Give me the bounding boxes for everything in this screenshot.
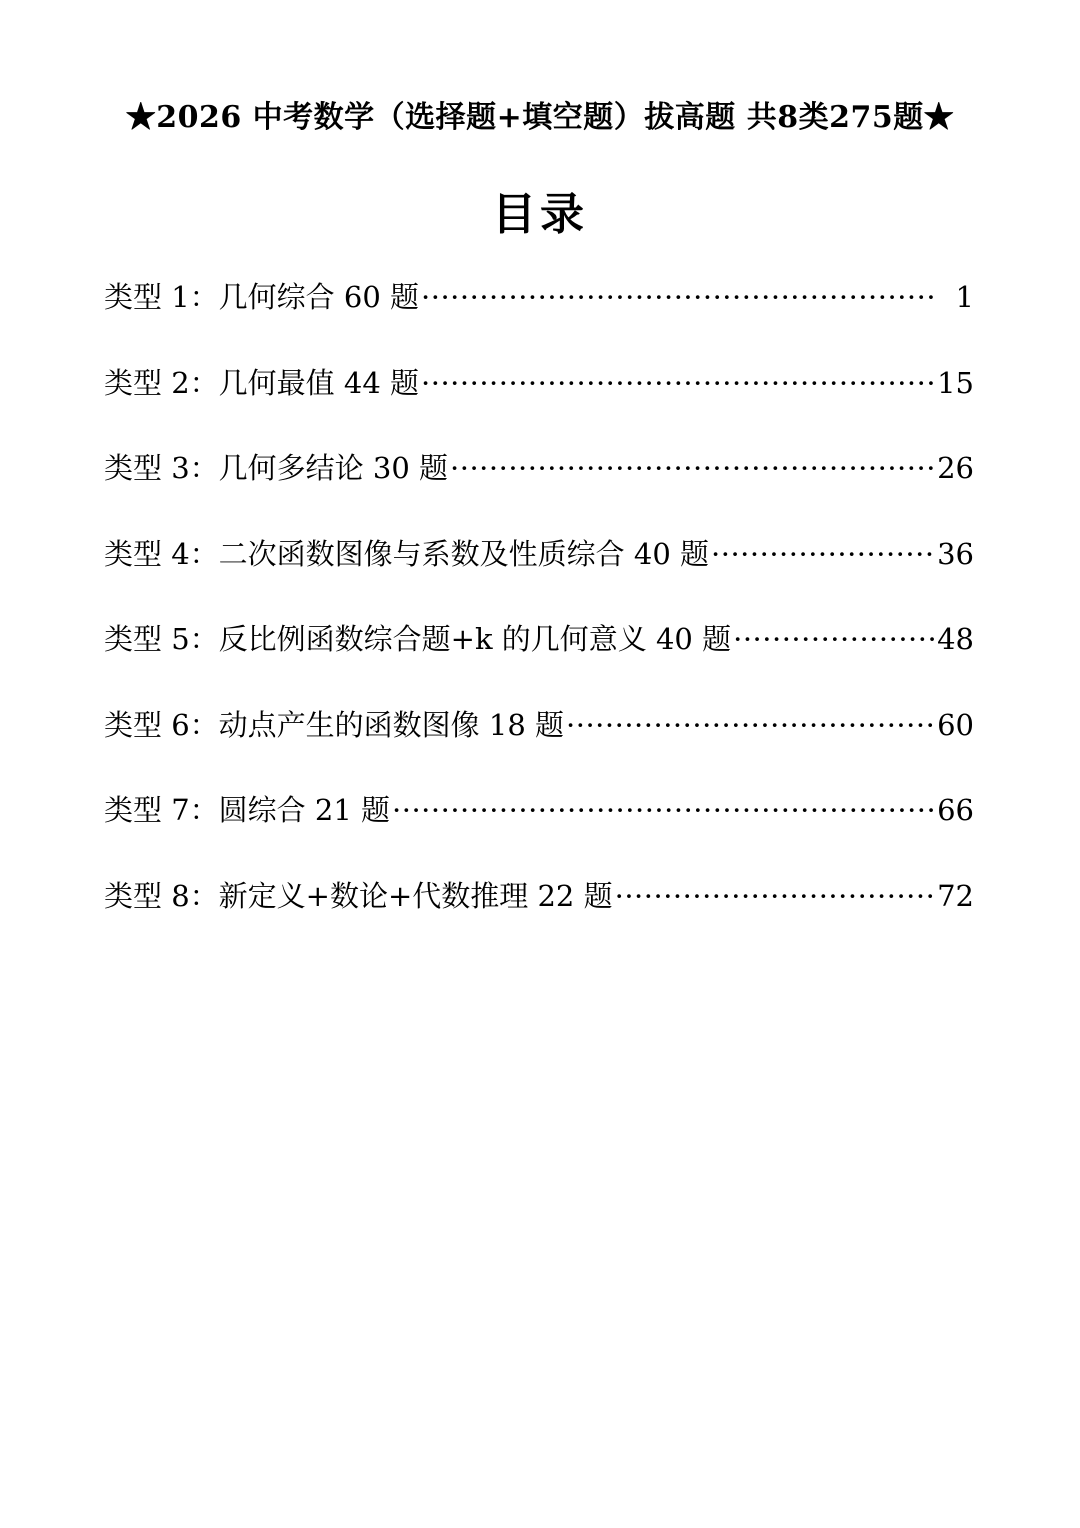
- toc-entry-5[interactable]: [104, 617, 974, 703]
- toc-entry-label: 类型 6：动点产生的函数图像 18 题: [104, 707, 565, 742]
- toc-page-number: 36: [937, 536, 974, 571]
- toc-entry-2[interactable]: [104, 361, 974, 447]
- toc-dot-leader: [421, 366, 935, 400]
- toc-list: [104, 275, 974, 959]
- toc-dot-leader: [392, 793, 935, 827]
- toc-page-number: 66: [937, 793, 974, 827]
- toc-entry-3[interactable]: [104, 446, 974, 532]
- toc-page-number: 48: [937, 622, 974, 656]
- toc-dot-leader: [733, 622, 935, 656]
- toc-entry-label: 类型 4：二次函数图像与系数及性质综合 40 题: [104, 536, 710, 571]
- toc-entry-1[interactable]: [104, 275, 974, 361]
- toc-dot-leader: [615, 879, 935, 913]
- toc-entry-label: 类型 7：圆综合 21 题: [104, 793, 391, 827]
- toc-page-number: 60: [937, 707, 974, 742]
- toc-entry-6[interactable]: [104, 703, 974, 789]
- toc-page-number: 1: [955, 280, 974, 314]
- toc-dot-leader: [711, 537, 935, 571]
- toc-entry-label: 类型 8：新定义+数论+代数推理 22 题: [104, 878, 613, 913]
- toc-dot-leader: [450, 451, 935, 485]
- toc-heading: 目录: [492, 189, 588, 240]
- toc-dot-leader: [421, 280, 938, 314]
- toc-entry-7[interactable]: [104, 788, 974, 874]
- toc-page-number: 15: [937, 365, 974, 400]
- document-title: ★2026 中考数学（选择题+填空题）拔高题 共8类275题★: [125, 100, 955, 135]
- toc-page-number: 72: [937, 878, 974, 913]
- toc-entry-label: 类型 3：几何多结论 30 题: [104, 451, 449, 485]
- toc-dot-leader: [566, 708, 935, 742]
- toc-entry-label: 类型 2：几何最值 44 题: [104, 365, 420, 400]
- toc-entry-4[interactable]: [104, 532, 974, 618]
- toc-entry-8[interactable]: [104, 874, 974, 960]
- toc-page-number: 26: [937, 451, 974, 485]
- toc-entry-label: 类型 1：几何综合 60 题: [104, 280, 420, 314]
- toc-entry-label: 类型 5：反比例函数综合题+k 的几何意义 40 题: [104, 622, 732, 656]
